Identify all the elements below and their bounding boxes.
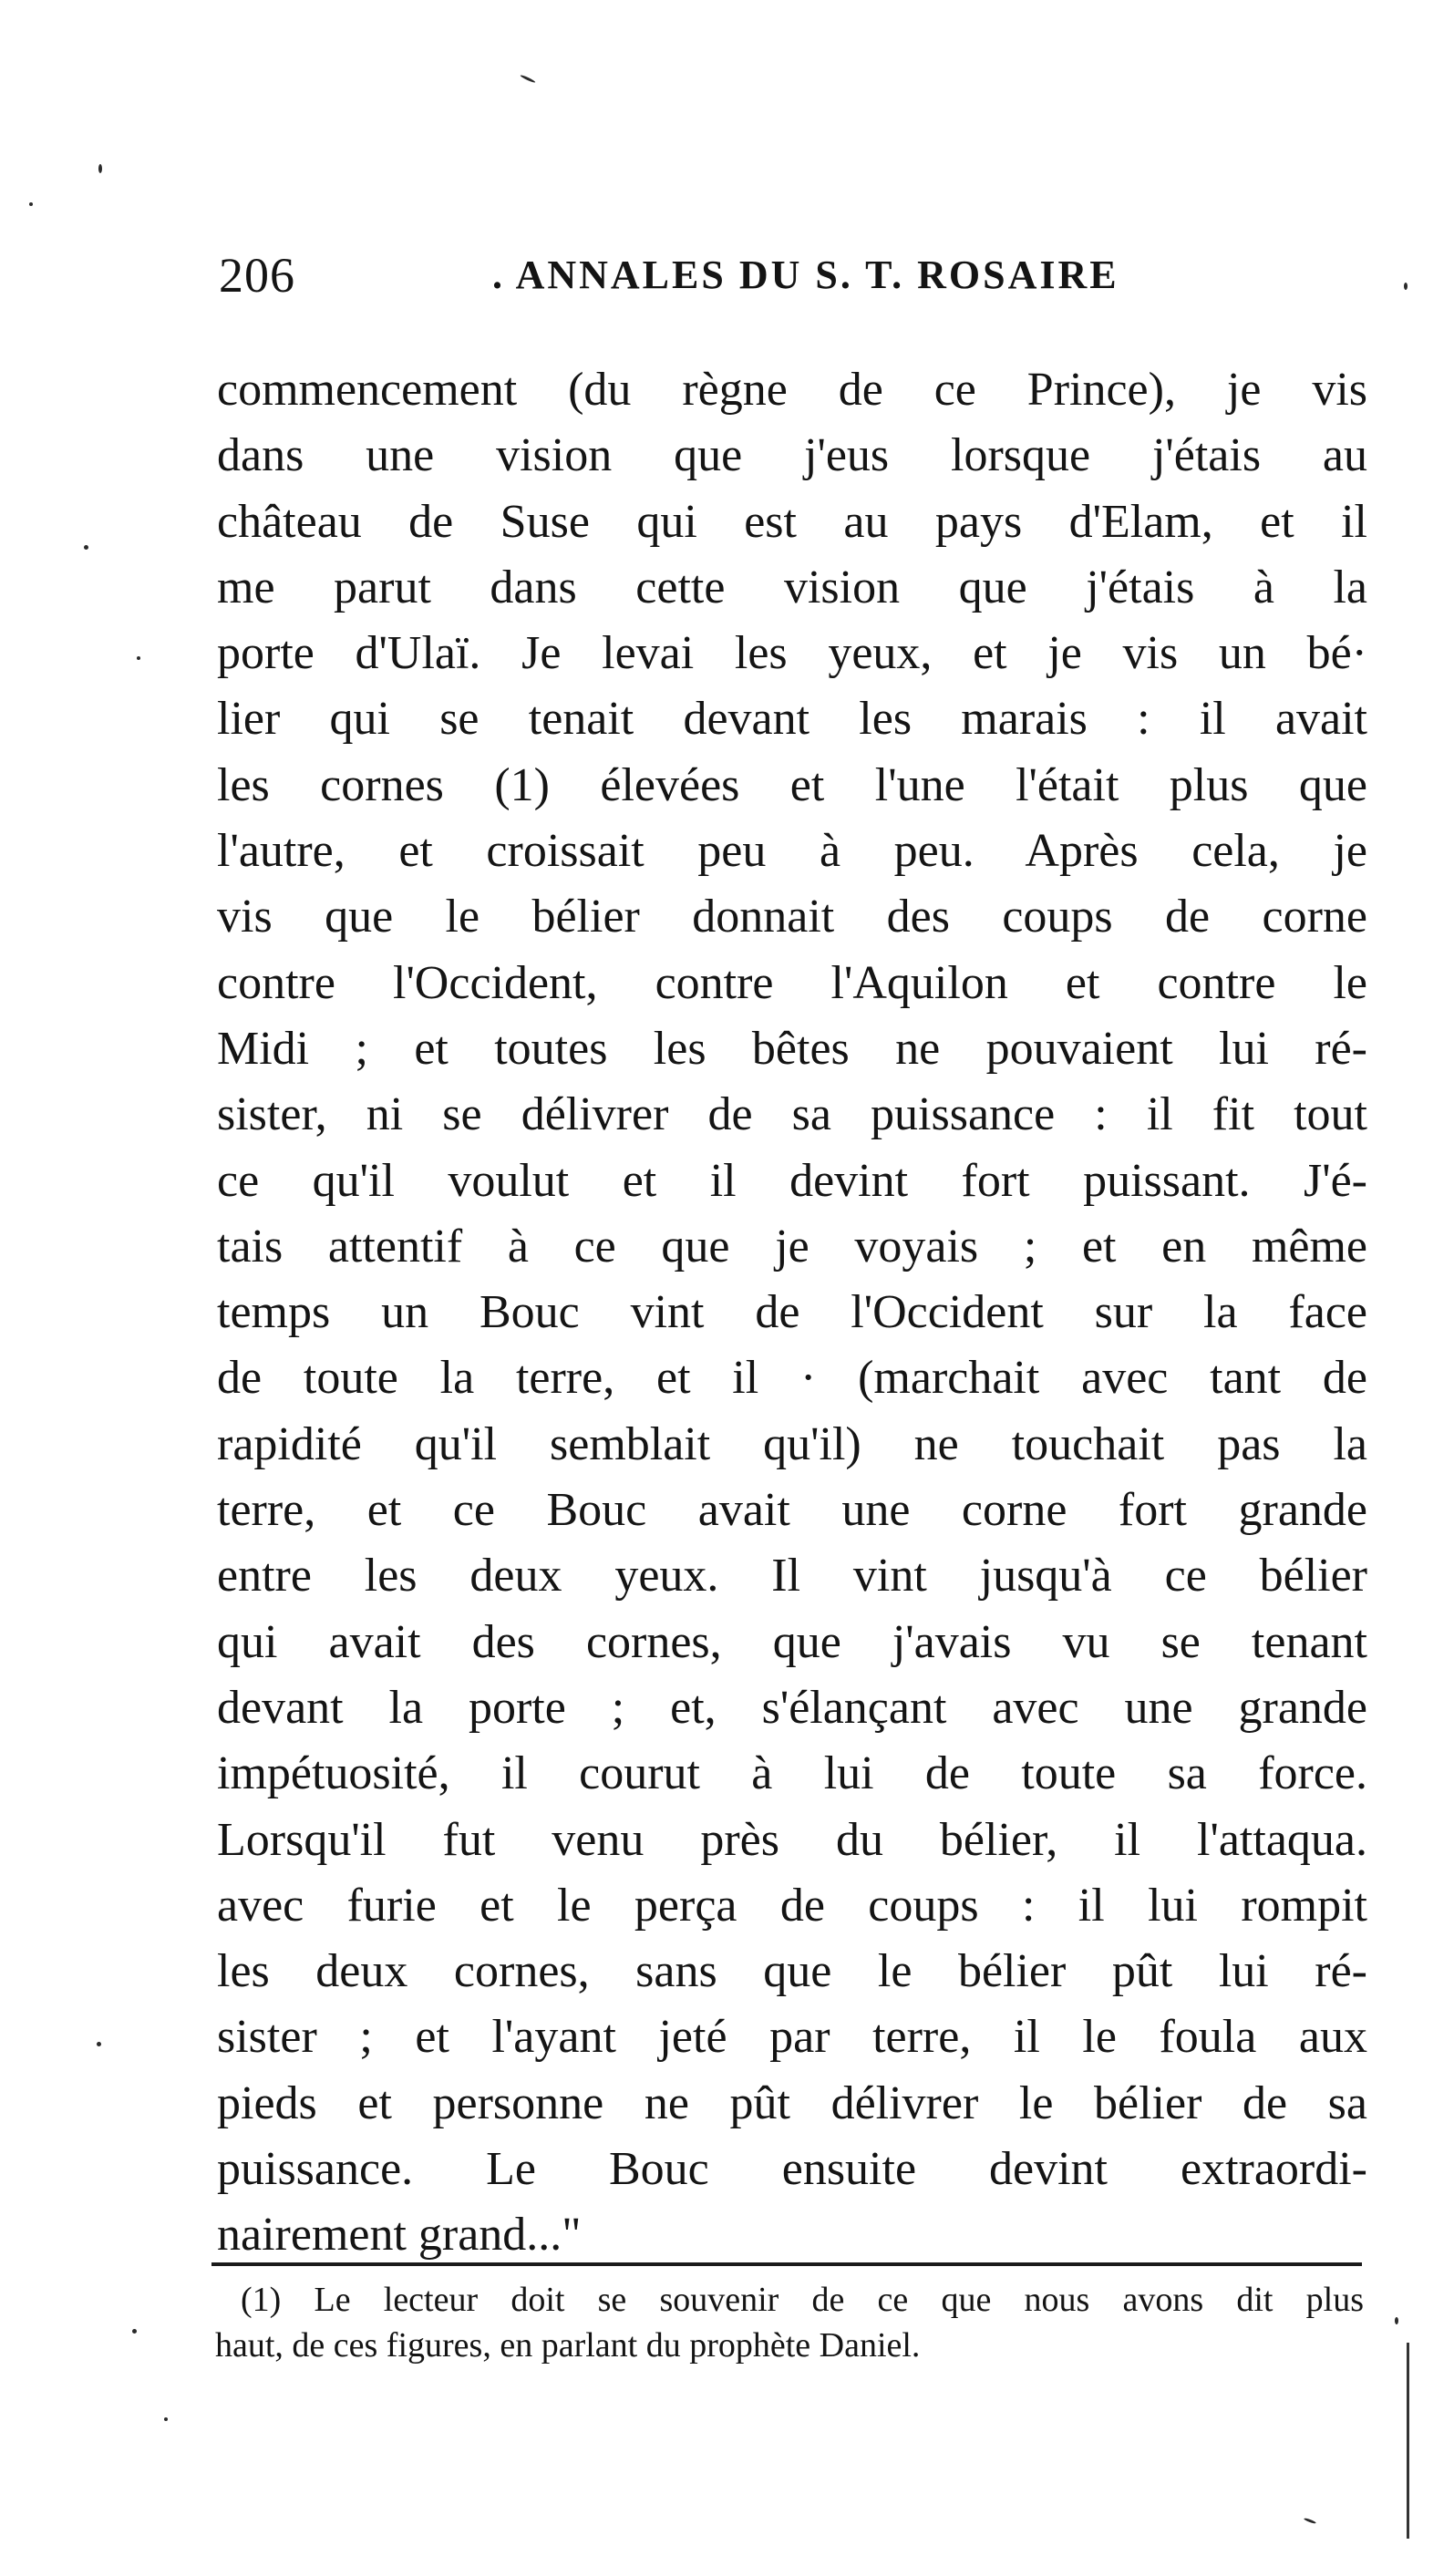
main-text (217, 357, 1367, 2269)
text-line: entre les deux yeux. Il vint jusqu'à ce bélier (217, 1550, 1367, 1602)
footnote (215, 2277, 1364, 2368)
scan-speck (520, 74, 536, 83)
text-line: temps un Bouc vint de l'Occident sur la face (217, 1286, 1367, 1339)
text-line: rapidité qu'il semblait qu'il) ne touchait pas la (217, 1417, 1367, 1470)
text-line: Midi ; et toutes les bêtes ne pouvaient lui ré- (217, 1022, 1367, 1075)
text-line: Lorsqu'il fut venu près du bélier, il l'attaqua. (217, 1813, 1367, 1866)
scan-speck (97, 2042, 101, 2046)
text-line: pieds et personne ne pût délivrer le bélier de sa (217, 2076, 1367, 2129)
text-line: contre l'Occident, contre l'Aquilon et contre le (217, 956, 1367, 1009)
scan-speck (164, 2417, 168, 2421)
scan-speck (1395, 2317, 1398, 2324)
text-line: porte d'Ulaï. Je levai les yeux, et je vis un bé· (217, 627, 1367, 680)
footnote-line: haut, de ces figures, en parlant du prophète Daniel. (215, 2326, 921, 2365)
text-line: les deux cornes, sans que le bélier pût lui ré- (217, 1945, 1367, 1998)
scan-speck (29, 202, 33, 206)
text-line: sister ; et l'ayant jeté par terre, il le foula aux (217, 2011, 1367, 2064)
text-line: château de Suse qui est au pays d'Elam, et il (217, 495, 1367, 548)
text-line: de toute la terre, et il · (marchait avec tant de (217, 1352, 1367, 1405)
text-line: me parut dans cette vision que j'étais à la (217, 561, 1367, 613)
text-line: sister, ni se délivrer de sa puissance : il fit tout (217, 1088, 1367, 1141)
text-line: vis que le bélier donnait des coups de corne (217, 891, 1367, 943)
margin-line (1407, 2343, 1409, 2539)
text-line: impétuosité, il courut à lui de toute sa force. (217, 1747, 1367, 1800)
text-line: devant la porte ; et, s'élançant avec une grande (217, 1681, 1367, 1734)
text-line: dans une vision que j'eus lorsque j'étais au (217, 429, 1367, 482)
footnote-divider (211, 2262, 1362, 2266)
scan-speck (98, 164, 102, 173)
scan-speck (137, 656, 140, 660)
page-number: 206 (219, 248, 295, 303)
scan-speck (1304, 2518, 1316, 2525)
text-line: puissance. Le Bouc ensuite devint extraordi- (217, 2143, 1367, 2196)
scan-speck (132, 2329, 137, 2334)
text-line: nairement grand..." (217, 2209, 582, 2262)
page-header (219, 239, 1413, 312)
text-line: les cornes (1) élevées et l'une l'était plus que (217, 758, 1367, 811)
text-line: lier qui se tenait devant les marais : il avait (217, 693, 1367, 746)
scan-speck (1404, 283, 1408, 290)
text-line: terre, et ce Bouc avait une corne fort grande (217, 1484, 1367, 1537)
text-line: ce qu'il voulut et il devint fort puissant. J'é- (217, 1154, 1367, 1207)
footnote-line: (1) Le lecteur doit se souvenir de ce que nous avons dit plus (241, 2281, 1364, 2319)
text-line: l'autre, et croissait peu à peu. Après cela, je (217, 825, 1367, 878)
text-line: tais attentif à ce que je voyais ; et en même (217, 1220, 1367, 1273)
text-line: qui avait des cornes, que j'avais vu se tenant (217, 1615, 1367, 1668)
running-title: . ANNALES DU S. T. ROSAIRE (492, 252, 1119, 297)
text-line: commencement (du règne de ce Prince), je vis (217, 364, 1367, 416)
text-line: avec furie et le perça de coups : il lui rompit (217, 1879, 1367, 1932)
scan-speck (84, 545, 88, 550)
